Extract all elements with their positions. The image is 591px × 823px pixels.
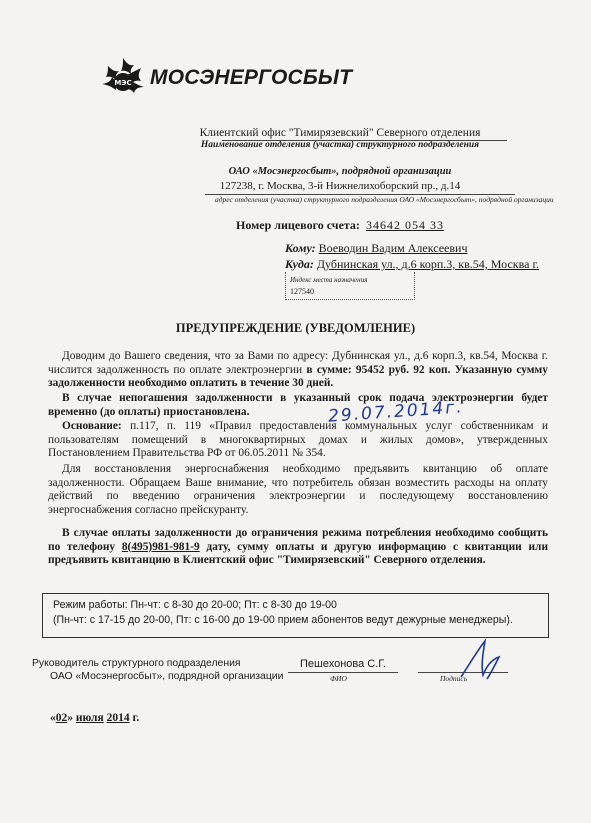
to-value: Воеводин Вадим Алексеевич — [318, 241, 468, 255]
office-name: Клиентский офис "Тимирязевский" Северного отделения — [199, 127, 481, 139]
fio-line — [288, 672, 398, 673]
recipient-to — [285, 241, 467, 256]
signer-role: Руководитель структурного подразделения — [32, 658, 241, 669]
paragraph-debt — [48, 350, 548, 391]
paragraph-payment-notice — [48, 527, 548, 568]
office-address: 127238, г. Москва, 3-й Нижнелихоборский пр., д.14 — [219, 180, 461, 192]
to-label: Кому: — [285, 241, 316, 255]
phone-number: 8(495)981-981-9 — [121, 540, 200, 553]
company-name: МОСЭНЕРГОСБЫТ — [150, 66, 353, 89]
account-value: 34642 054 33 — [365, 218, 444, 232]
paragraph-basis — [48, 420, 548, 461]
paragraph-restore: Для восстановления энергоснабжения необходимо предъявить квитанцию об оплате задолженности. Обращаем Ваше внимание, что потребитель обязан возместить расходы на оплату действий по введению ограничения электроэнергии и последующему восстановлению энергоснабжения согласно прейскуранту. — [48, 463, 548, 516]
fio-caption: ФИО — [330, 674, 347, 683]
notice-text-b: дату, сумму оплаты и другую информацию с квитанции или предъявить квитанцию в Клиентский офис "Тимирязевский" Северного отделения. — [48, 540, 549, 567]
organization: ОАО «Мосэнергосбыт», подрядной организации — [228, 166, 452, 177]
recipient-address — [285, 257, 539, 272]
account-number — [236, 218, 444, 233]
handwritten-signature — [455, 635, 505, 685]
debt-amount-text: в сумме: 95452 руб. 92 коп. Указанную сумму задолженности необходимо оплатить в течение 30 дней. — [48, 363, 548, 390]
document-date: «02» июля 2014 г. — [50, 712, 140, 724]
logo-sun-icon — [100, 56, 146, 102]
date-year: 2014 — [106, 712, 130, 724]
notice-text-a: В случае оплаты задолженности до ограничения режима потребления необходимо сообщить по телефону — [48, 527, 548, 553]
date-month: июля — [75, 712, 104, 724]
date-suffix: г. — [132, 712, 140, 724]
document-title: ПРЕДУПРЕЖДЕНИЕ (УВЕДОМЛЕНИЕ) — [175, 321, 416, 335]
office-caption: Наименование отделения (участка) структурного подразделения — [200, 140, 480, 150]
account-label: Номер лицевого счета: — [236, 218, 360, 232]
postal-index-value: 127540 — [290, 287, 314, 296]
basis-label: Основание: — [62, 420, 122, 432]
handwritten-date: 29.07.2014г. — [327, 397, 465, 427]
duty-hours-line: (Пн-чт: с 17-15 до 20-00, Пт: с 16-00 до 19-00 прием абонентов ведут дежурные менеджеры). — [53, 614, 513, 626]
signer-organization: ОАО «Мосэнергосбыт», подрядной организации — [50, 671, 284, 682]
address-caption: адрес отделения (участка) структурного подразделения ОАО «Мосэнергосбыт», подрядной организации — [215, 195, 554, 204]
svg-text:МЭС: МЭС — [114, 79, 132, 87]
working-hours-line: Режим работы: Пн-чт: с 8-30 до 20-00; Пт: с 8-30 до 19-00 — [53, 599, 337, 611]
signer-name: Пешехонова С.Г. — [300, 658, 386, 670]
debt-text: Доводим до Вашего сведения, что за Вами по адресу: Дубнинская ул., д.6 корп.3, кв.54, Москва г. числится задолженность по оплате электроэнергии — [48, 350, 548, 376]
postal-index-label: Индекс места назначения — [290, 276, 368, 284]
date-day: 02 — [55, 712, 68, 724]
where-value: Дубнинская ул., д.6 корп.3, кв.54, Москва г. — [316, 257, 540, 271]
basis-text: п.117, п. 119 «Правил предоставления коммунальных услуг собственникам и пользователям помещений в многоквартирных домах и жилых домов», утвержденных Постановлением Правительства РФ от 06.05.2011 № 354. — [48, 420, 548, 460]
working-hours-box — [42, 593, 549, 638]
paragraph-suspension: В случае непогашения задолженности в указанный срок подача электроэнергии будет временно (до оплаты) приостановлена. — [48, 392, 548, 418]
where-label: Куда: — [285, 257, 314, 271]
signature-caption: Подпись — [440, 674, 468, 683]
company-logo — [100, 56, 353, 100]
